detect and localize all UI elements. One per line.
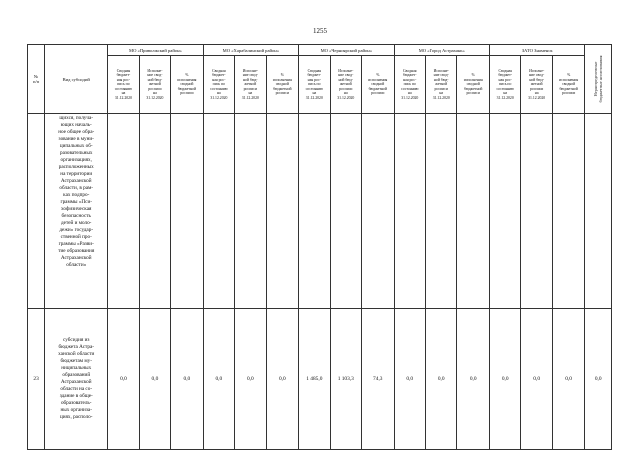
value-cell: 0,0 <box>426 309 457 450</box>
budget-table <box>27 44 612 450</box>
header-subcol: Сводная бюджет- ная рос- пись по состоянию на 31.12.2020 <box>203 56 234 114</box>
header-subcol: Исполне- ние свод- ной бюд- жетной росписи на 31.12.2020 <box>521 56 552 114</box>
row-description: субсидия из бюджета Астра- ханской области бюджетам му- ниципальных образований Астраханской области на со- здание в обще- образователь- ных организа- циях, располо- <box>45 309 108 450</box>
page-number: 1255 <box>313 27 327 35</box>
header-subcol: % исполнения сводной бюджетной росписи <box>552 56 585 114</box>
value-cell <box>171 114 203 309</box>
header-group-kharabalinsky: МО «Харабалинский район» <box>203 45 298 56</box>
value-cell <box>457 114 489 309</box>
header-subcol: Сводная бюджет- ная рос- пись по состоянию на 31.12.2020 <box>489 56 520 114</box>
header-subcol: Сводная бюджет- ная рос- пись по состоянию на 31.12.2020 <box>108 56 139 114</box>
header-group-chernoyarsky: МО «Черноярский район» <box>299 45 394 56</box>
value-cell <box>521 114 552 309</box>
value-cell: 1 485,0 <box>299 309 330 450</box>
header-num <box>28 45 45 114</box>
header-subcol: % исполнения сводной бюджетной росписи <box>362 56 395 114</box>
value-cell <box>394 114 425 309</box>
header-subcol: Исполне- ние свод- ной бюд- жетной росписи на 31.12.2020 <box>235 56 266 114</box>
value-cell <box>235 114 266 309</box>
value-cell <box>489 114 520 309</box>
value-cell <box>203 114 234 309</box>
value-cell: 0,0 <box>457 309 489 450</box>
header-type <box>45 45 108 114</box>
header-group-astrakhan: МО «Город Астрахань» <box>394 45 489 56</box>
value-cell: 0,0 <box>394 309 425 450</box>
value-cell: 0,0 <box>203 309 234 450</box>
value-cell: 0,0 <box>266 309 299 450</box>
table-row <box>28 309 612 450</box>
value-cell: 0,0 <box>139 309 170 450</box>
header-subcol: Сводная бюджет- ная рос- пись по состоянию на 31.12.2020 <box>299 56 330 114</box>
value-cell <box>585 114 612 309</box>
value-cell <box>552 114 585 309</box>
row-description: щихся, получа- ющих началь- ное общее обра- зование в муни- ципальных об- разовательных организациях, расположенных на территории Астраханской области, в рам- ках подпро- граммы «Пси- хофизическая безопасность детей и моло- дежи» государ- ственной про- граммы «Разви- тие образования Астраханской области» <box>45 114 108 309</box>
value-cell: 1 103,3 <box>330 309 361 450</box>
value-cell: 0,0 <box>235 309 266 450</box>
header-subcol: Исполне- ние свод- ной бюд- жетной росписи на 31.12.2020 <box>426 56 457 114</box>
table-row <box>28 114 612 309</box>
header-subcol: % исполнения сводной бюджетной росписи <box>266 56 299 114</box>
value-cell: 0,0 <box>171 309 203 450</box>
value-cell <box>139 114 170 309</box>
row-number: 23 <box>28 309 45 450</box>
header-num-label: № п/п <box>33 74 40 84</box>
header-subcol: % исполнения сводной бюджетной росписи <box>457 56 489 114</box>
value-cell <box>299 114 330 309</box>
header-unallocated <box>585 45 612 114</box>
value-cell <box>426 114 457 309</box>
value-cell: 74,3 <box>362 309 395 450</box>
header-subcol: Исполне- ние свод- ной бюд- жетной росписи на 31.12.2020 <box>139 56 170 114</box>
header-group-privolzhsky: МО «Приволжский район» <box>108 45 203 56</box>
value-cell <box>108 114 139 309</box>
value-cell: 0,0 <box>521 309 552 450</box>
header-unallocated-label: Нераспределенные бюджетные ассигнования <box>593 55 604 103</box>
value-cell <box>266 114 299 309</box>
header-group-znamensk: ЗАТО Знаменск <box>489 45 584 56</box>
value-cell: 0,0 <box>108 309 139 450</box>
value-cell <box>330 114 361 309</box>
value-cell <box>362 114 395 309</box>
header-type-label: Вид субсидий <box>62 76 90 82</box>
row-number <box>28 114 45 309</box>
header-subcol: % исполнения сводной бюджетной росписи <box>171 56 203 114</box>
value-cell: 0,0 <box>489 309 520 450</box>
value-cell: 0,0 <box>585 309 612 450</box>
header-subcol: Сводная бюджет- ная рос- пись по состоянию на 31.12.2020 <box>394 56 425 114</box>
value-cell: 0,0 <box>552 309 585 450</box>
header-subcol: Исполне- ние свод- ной бюд- жетной росписи на 31.12.2020 <box>330 56 361 114</box>
